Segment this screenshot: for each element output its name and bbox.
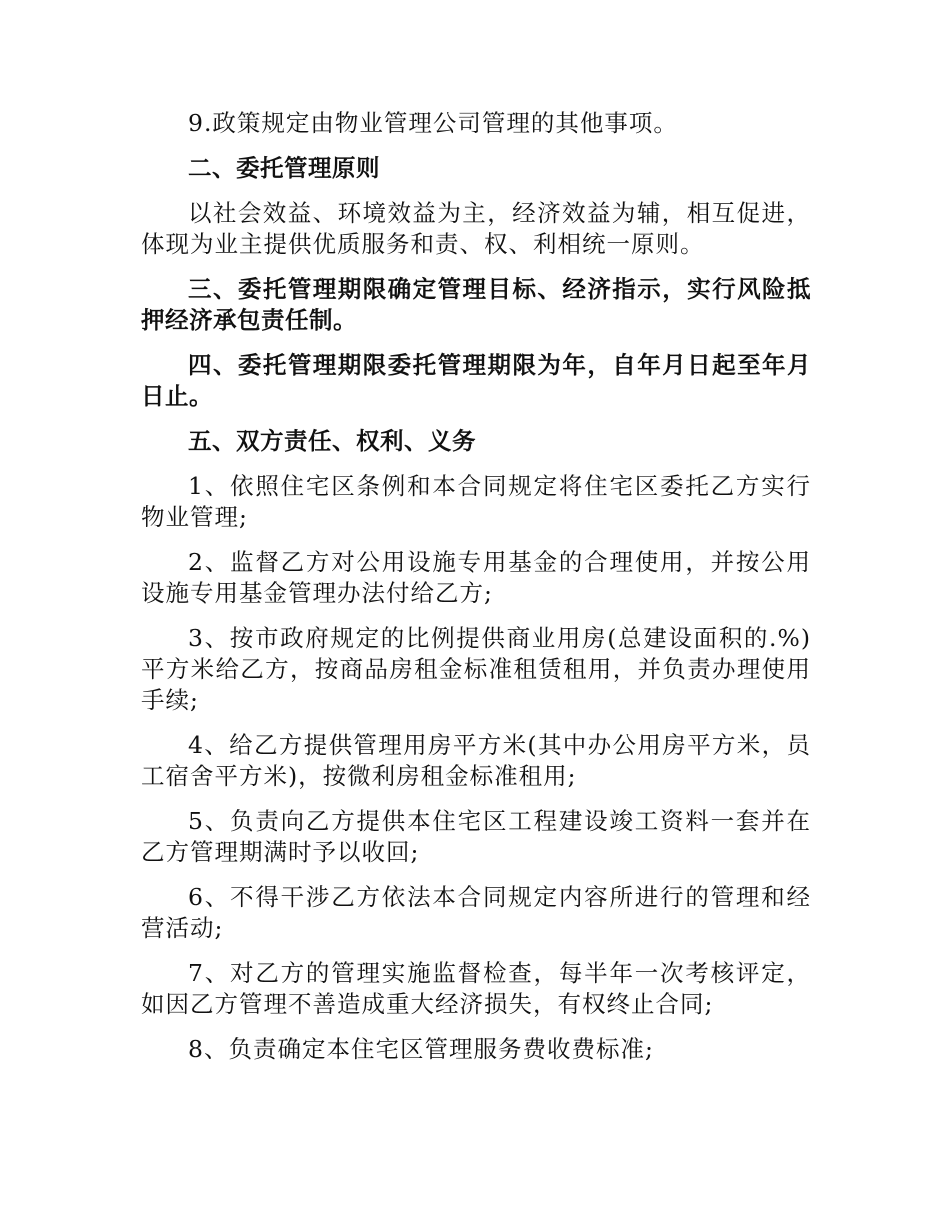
- section-heading-targets: 三、委托管理期限确定管理目标、经济指示，实行风险抵押经济承包责任制。: [141, 275, 811, 334]
- section-heading-term: 四、委托管理期限委托管理期限为年，自年月日起至年月日止。: [141, 351, 811, 410]
- paragraph-principles: 以社会效益、环境效益为主，经济效益为辅，相互促进，体现为业主提供优质服务和责、权、利相统一原则。: [141, 199, 811, 258]
- clause-7: 7、对乙方的管理实施监督检查，每半年一次考核评定，如因乙方管理不善造成重大经济损失，有权终止合同;: [141, 959, 811, 1018]
- clause-1: 1、依照住宅区条例和本合同规定将住宅区委托乙方实行物业管理;: [141, 472, 811, 531]
- section-heading-responsibilities: 五、双方责任、权利、义务: [188, 427, 476, 455]
- clause-4: 4、给乙方提供管理用房平方米(其中办公用房平方米，员工宿舍平方米)，按微利房租金标准租用;: [141, 731, 811, 790]
- clause-2: 2、监督乙方对公用设施专用基金的合理使用，并按公用设施专用基金管理办法付给乙方;: [141, 548, 811, 607]
- document-body: [141, 108, 811, 1079]
- clause-5: 5、负责向乙方提供本住宅区工程建设竣工资料一套并在乙方管理期满时予以收回;: [141, 807, 811, 866]
- paragraph-item-9: 9.政策规定由物业管理公司管理的其他事项。: [188, 109, 678, 137]
- section-heading-principles: 二、委托管理原则: [188, 154, 380, 182]
- clause-3: 3、按市政府规定的比例提供商业用房(总建设面积的.%)平方米给乙方，按商品房租金标准租赁租用，并负责办理使用手续;: [141, 624, 811, 714]
- clause-8: 8、负责确定本住宅区管理服务费收费标准;: [188, 1035, 654, 1063]
- clause-6: 6、不得干涉乙方依法本合同规定内容所进行的管理和经营活动;: [141, 883, 811, 942]
